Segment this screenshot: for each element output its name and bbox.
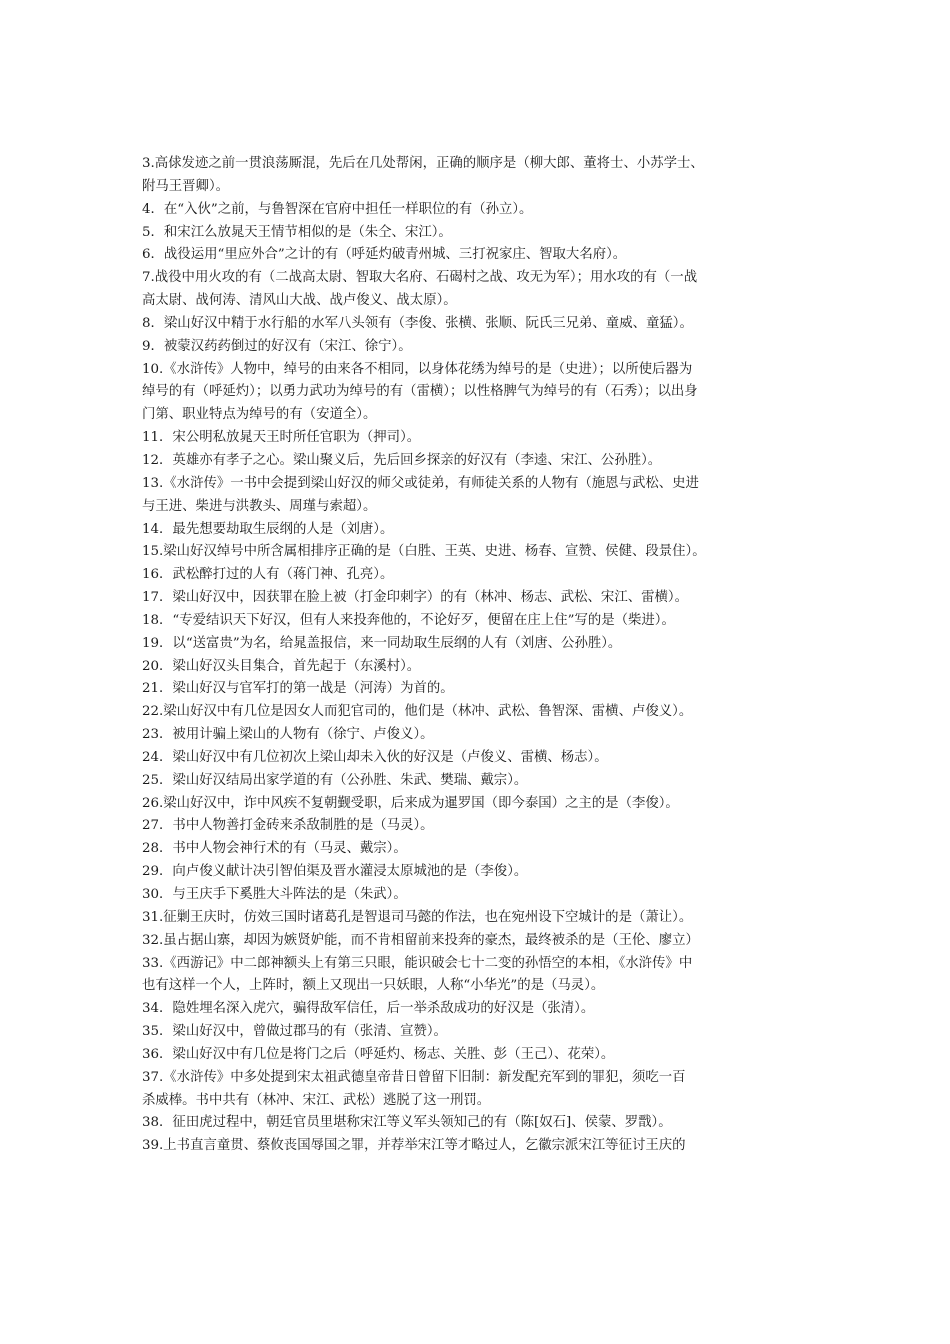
text-line: 13.《水浒传》一书中会提到梁山好汉的师父或徒弟，有师徒关系的人物有（施恩与武松、史进	[142, 475, 699, 491]
text-line: 19．以“送富贵”为名，给晁盖报信，来一同劫取生辰纲的人有（刘唐、公孙胜）。	[142, 635, 622, 651]
text-line: 绰号的有（呼延灼）；以勇力武功为绰号的有（雷横）；以性格脾气为绰号的有（石秀）；以出身	[142, 384, 698, 400]
text-line: 4．在“入伙”之前，与鲁智深在官府中担任一样职位的有（孙立）。	[142, 201, 533, 217]
text-line: 24．梁山好汉中有几位初次上梁山却未入伙的好汉是（卢俊义、雷横、杨志）。	[142, 749, 608, 765]
text-line: 17．梁山好汉中，因获罪在脸上被（打金印刺字）的有（林冲、杨志、武松、宋江、雷横）。	[142, 590, 688, 606]
text-line: 33.《西游记》中二郎神额头上有第三只眼，能识破会七十二变的孙悟空的本相，《水浒传》中	[142, 955, 693, 971]
text-line: 11．宋公明私放晁天王时所任官职为（押司）。	[142, 430, 421, 446]
text-line: 8．梁山好汉中精于水行船的水军八头领有（李俊、张横、张顺、阮氏三兄弟、童威、童猛）。	[142, 315, 693, 331]
text-line: 也有这样一个人，上阵时，额上又现出一只妖眼，人称“小华光”的是（马灵）。	[142, 978, 605, 994]
text-line: 35．梁山好汉中，曾做过郡马的有（张清、宣赞）。	[142, 1024, 447, 1040]
text-line: 38．征田虎过程中，朝廷官员里堪称宋江等义军头领知己的有（陈[奴石]、侯蒙、罗戬）。	[142, 1115, 672, 1131]
text-line: 门第、职业特点为绰号的有（安道全）。	[142, 407, 377, 423]
text-line: 36．梁山好汉中有几位是将门之后（呼延灼、杨志、关胜、彭（王己）、花荣）。	[142, 1046, 615, 1062]
text-line: 15.梁山好汉绰号中所含属相排序正确的是（白胜、王英、史进、杨春、宣赞、侯健、段景住）。	[142, 544, 706, 560]
text-line: 附马王晋卿）。	[142, 178, 230, 194]
text-line: 31.征剿王庆时，仿效三国时诸葛孔是智退司马懿的作法，也在宛州设下空城计的是（萧让）。	[142, 909, 693, 925]
text-line: 12．英雄亦有孝子之心。梁山聚义后，先后回乡探亲的好汉有（李逵、宋江、公孙胜）。	[142, 452, 662, 468]
text-line: 7.战役中用火攻的有（二战高太尉、智取大名府、石碣村之战、攻无为军）；用水攻的有（一战	[142, 270, 698, 286]
text-line: 杀威棒。书中共有（林冲、宋江、武松）逃脱了这一刑罚。	[142, 1092, 491, 1108]
text-line: 16．武松醉打过的人有（蒋门神、孔亮）。	[142, 567, 394, 583]
text-line: 23．被用计骗上梁山的人物有（徐宁、卢俊义）。	[142, 727, 434, 743]
text-line: 27．书中人物善打金砖来杀敌制胜的是（马灵）。	[142, 818, 434, 834]
text-line: 20．梁山好汉头目集合，首先起于（东溪村）。	[142, 658, 421, 674]
text-line: 32.虽占据山寨，却因为嫉贤妒能，而不肯相留前来投奔的豪杰，最终被杀的是（王伦、廖立）	[142, 932, 699, 948]
text-line: 14．最先想要劫取生辰纲的人是（刘唐）。	[142, 521, 394, 537]
text-line: 30．与王庆手下奚胜大斗阵法的是（朱武）。	[142, 887, 407, 902]
text-line: 26.梁山好汉中，诈中风疾不复朝觐受职，后来成为暹罗国（即今泰国）之主的是（李俊）。	[142, 795, 679, 811]
text-line: 18．“专爱结识天下好汉，但有人来投奔他的，不论好歹，便留在庄上住”写的是（柴进）。	[142, 612, 675, 628]
text-line: 25．梁山好汉结局出家学道的有（公孙胜、朱武、樊瑞、戴宗）。	[142, 772, 528, 788]
text-line: 与王进、柴进与洪教头、周瑾与索超）。	[142, 498, 377, 514]
text-line: 3.高俅发迹之前一贯浪荡厮混，先后在几处帮闲，正确的顺序是（柳大郎、董将士、小苏学士、	[142, 156, 704, 171]
text-line: 6．战役运用“里应外合”之计的有（呼延灼破青州城、三打祝家庄、智取大名府）。	[142, 247, 627, 263]
text-line: 高太尉、战何涛、清风山大战、战卢俊义、战太原）。	[142, 293, 457, 309]
document-body	[142, 153, 818, 1158]
text-line: 22.梁山好汉中有几位是因女人而犯官司的，他们是（林冲、武松、鲁智深、雷横、卢俊义）。	[142, 704, 693, 720]
text-line: 39.上书直言童贯、蔡攸丧国辱国之罪，并荐举宋江等才略过人，乞徽宗派宋江等征讨王庆的	[142, 1138, 686, 1154]
text-line: 10.《水浒传》人物中，绰号的由来各不相同，以身体花绣为绰号的是（史进）；以所使后器为	[142, 361, 693, 377]
text-line: 5．和宋江么放晁天王情节相似的是（朱仝、宋江）。	[142, 224, 452, 240]
text-line: 28．书中人物会神行术的有（马灵、戴宗）。	[142, 841, 407, 857]
text-line: 37.《水浒传》中多处提到宋太祖武德皇帝昔日曾留下旧制：新发配充军到的罪犯，须吃一百	[142, 1069, 686, 1085]
text-line: 9．被蒙汉药药倒过的好汉有（宋江、徐宁）。	[142, 338, 412, 354]
text-line: 34．隐姓埋名深入虎穴，骗得敌军信任，后一举杀敌成功的好汉是（张清）。	[142, 1001, 595, 1017]
text-line: 29．向卢俊义献计决引智伯渠及晋水灌浸太原城池的是（李俊）。	[142, 864, 528, 880]
text-line: 21．梁山好汉与官军打的第一战是（河涛）为首的。	[142, 681, 454, 697]
